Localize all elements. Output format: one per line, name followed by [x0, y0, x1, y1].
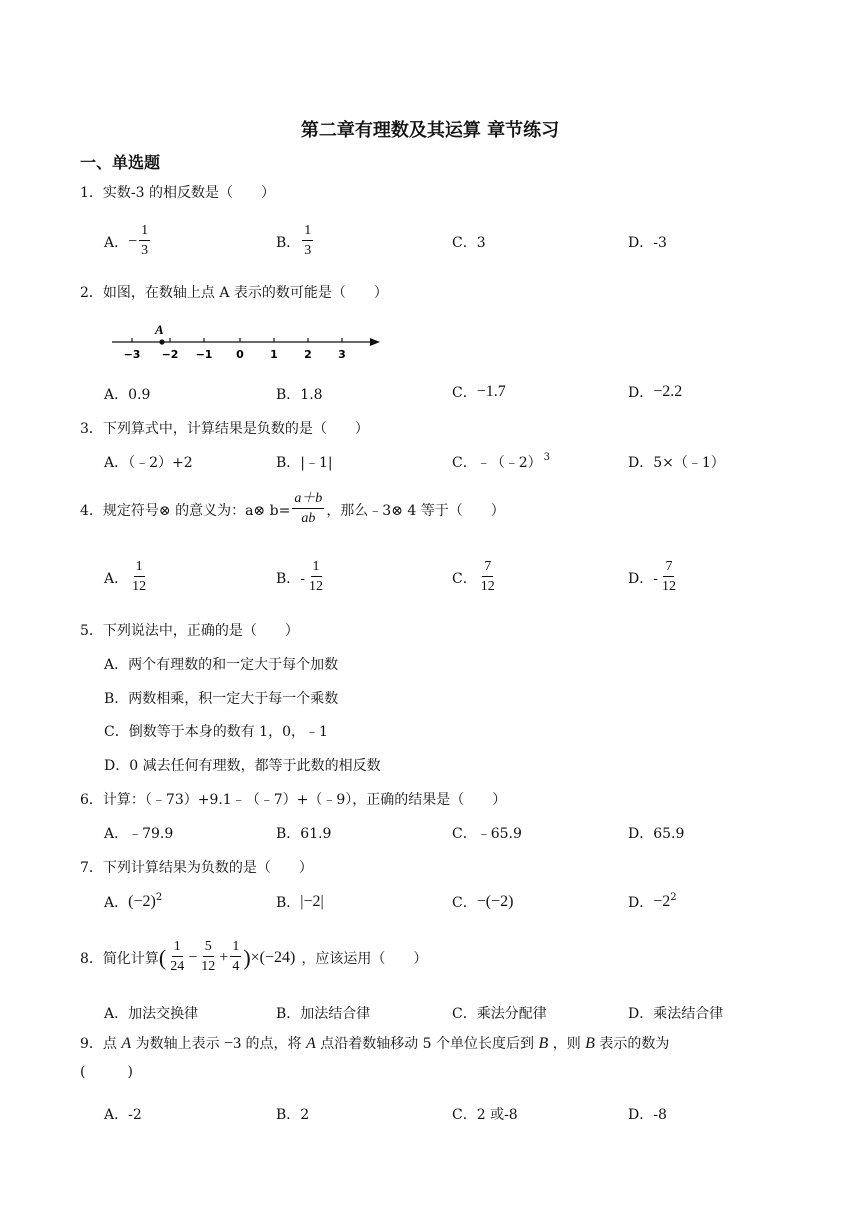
- q6-option-d: D．65.9: [628, 826, 685, 842]
- fraction: $\frac{1}{4}$: [232, 939, 240, 974]
- q8-option-c: C．乘法分配律: [452, 1006, 547, 1022]
- q3-option-c: C．﹣（﹣2） $^3$: [452, 452, 550, 471]
- tick-label: −3: [123, 348, 141, 361]
- q1-option-a: [104, 222, 152, 261]
- fraction: $\frac{7}{12}$: [661, 559, 676, 594]
- q3-option-a: A．（﹣2）+2: [104, 455, 193, 471]
- option-label: B．: [276, 234, 301, 251]
- q4-option-b: B．- $\frac{1}{12}$: [276, 558, 327, 597]
- q1-option-b: [276, 222, 315, 261]
- q6-option-c: C．﹣65.9: [452, 826, 522, 842]
- q9-option-c: C．2 或-8: [452, 1107, 518, 1123]
- q9-option-d: D．-8: [628, 1107, 667, 1123]
- right-paren: ): [243, 944, 251, 970]
- tick-label: 3: [338, 348, 346, 361]
- q4-option-d: D．- $\frac{7}{12}$: [628, 558, 680, 597]
- q9-option-a: A．-2: [104, 1107, 142, 1123]
- question-5-stem: 5．下列说法中，正确的是（ ）: [80, 623, 299, 639]
- number-line: [104, 320, 388, 364]
- minus-sign: −: [128, 232, 138, 250]
- q2-option-b: B．1.8: [276, 387, 323, 403]
- q7-option-c: C． −(−2): [452, 893, 514, 911]
- tick-label: 1: [270, 348, 278, 361]
- fraction: $\frac{a+b}{ab}$: [294, 491, 323, 526]
- q7-option-a: A． (−2) $^2$: [104, 892, 163, 911]
- page-title: 第二章有理数及其运算 章节练习: [300, 120, 560, 141]
- question-2-stem: 2．如图，在数轴上点 A 表示的数可能是（ ）: [80, 285, 388, 301]
- q6-option-a: A．﹣79.9: [104, 826, 174, 842]
- q6-option-b: B．61.9: [276, 826, 332, 842]
- q7-option-b: B． |−2|: [276, 893, 324, 911]
- fraction: $\frac{1}{12}$: [309, 559, 324, 594]
- q4-option-c: C． $\frac{7}{12}$: [452, 558, 499, 597]
- q8-option-b: B．加法结合律: [276, 1006, 371, 1022]
- question-4-stem: 4．规定符号⊗ 的意义为：a⊗ b= $\frac{a+b}{ab}$ ，那么﹣3⊗ 4 等于（ ）: [80, 490, 505, 529]
- q5-option-a: A．两个有理数的和一定大于每个加数: [104, 657, 339, 673]
- q7-option-d: D． −2 $^2$: [628, 892, 677, 911]
- q3-option-b: B．|﹣1|: [276, 455, 333, 471]
- fraction: $\frac{1}{12}$: [132, 559, 147, 594]
- question-6-stem: 6．计算：（﹣73）+9.1﹣（﹣7）+（﹣9），正确的结果是（ ）: [80, 792, 507, 808]
- question-8-stem: 8．简化计算 ( $\frac{1}{24}$ − $\frac{5}{12}$ + $\frac{1}{4}$ ) ×(−24) ，应该运用（ ）: [80, 938, 427, 977]
- q2-option-d: D． −2.2: [628, 383, 683, 401]
- option-label: A．: [104, 234, 129, 251]
- tick-label: 0: [236, 348, 244, 361]
- fraction: $\frac{1}{24}$: [170, 939, 185, 974]
- question-3-stem: 3．下列算式中，计算结果是负数的是（ ）: [80, 421, 369, 437]
- q5-option-b: B．两数相乘，积一定大于每一个乘数: [104, 691, 339, 707]
- q3-option-d: D．5×（﹣1）: [628, 455, 725, 471]
- question-7-stem: 7．下列计算结果为负数的是（ ）: [80, 860, 313, 876]
- fraction: $\frac{7}{12}$: [480, 559, 495, 594]
- q5-option-c: C．倒数等于本身的数有 1，0，﹣1: [104, 724, 328, 740]
- fraction: $\frac{5}{12}$: [201, 939, 216, 974]
- question-9-stem: 9．点 A 为数轴上表示 −3 的点，将 A 点沿着数轴移动 5 个单位长度后到 B ，则 B 表示的数为 ( ): [80, 1035, 670, 1080]
- q2-option-c: C． −1.7: [452, 383, 506, 401]
- tick-label: −2: [161, 348, 179, 361]
- question-1-stem: 1．实数-3 的相反数是（ ）: [80, 185, 275, 201]
- left-paren: (: [158, 944, 167, 970]
- tick-label: 2: [304, 348, 312, 361]
- q4-option-a: A． $\frac{1}{12}$: [104, 558, 150, 597]
- fraction: $\frac{1}{3}$: [304, 223, 312, 258]
- q2-option-a: A．0.9: [104, 387, 151, 403]
- q8-option-a: A．加法交换律: [104, 1006, 199, 1022]
- q1-option-d: D．-3: [628, 235, 667, 251]
- point-a-label: A: [155, 322, 164, 337]
- tick-label: −1: [195, 348, 213, 361]
- fraction: $\frac{1}{3}$: [141, 223, 149, 258]
- q9-option-b: B．2: [276, 1107, 310, 1123]
- q1-option-c: C．3: [452, 235, 486, 251]
- point-a-dot: [159, 339, 164, 344]
- section-heading: 一、单选题: [80, 153, 161, 172]
- q5-option-d: D．0 减去任何有理数，都等于此数的相反数: [104, 758, 381, 774]
- q8-option-d: D．乘法结合律: [628, 1006, 724, 1022]
